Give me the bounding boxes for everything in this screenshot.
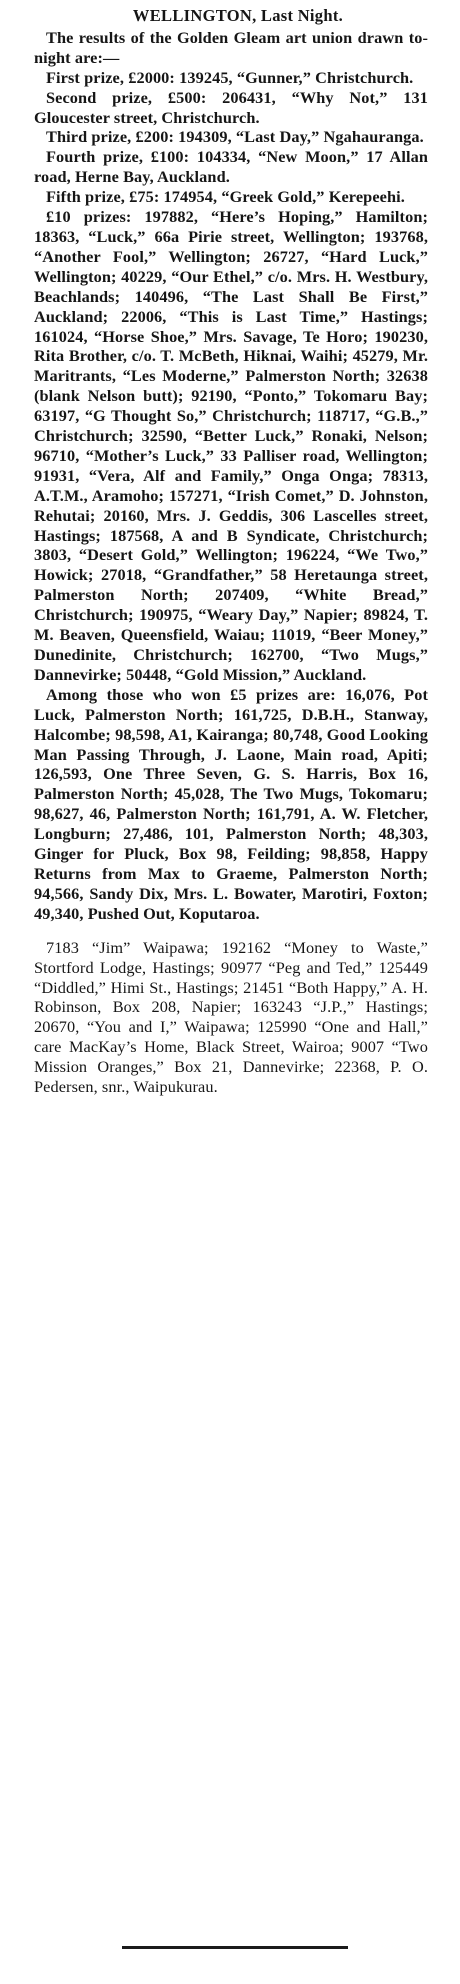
article-paragraph-five-pound-prizes: Among those who won £5 prizes are: 16,076, Pot Luck, Palmerston North; 161,725, D.B.H., Stanway, Halcombe; 98,598, A1, Kairanga; 80,748, Good Looking Man Passing Through, J. Laone, Main road, Apiti; 126,593, One Three Seven, G. S. Harris, Box 16, Palmerston North; 45,028, The Two Mugs, Tokomaru; 98,627, 46, Palmerston North; 161,791, A. W. Fletcher, Longburn; 27,486, 101, Palmerston North; 48,303, Ginger for Pluck, Box 98, Feilding; 98,858, Happy Returns from Max to Graeme, Palmerston North; 94,566, Sandy Dix, Mrs. L. Bowater, Marotiri, Foxton; 49,340, Pushed Out, Koputaroa. — [34, 684, 428, 923]
article-paragraph-second-prize: Second prize, £500: 206431, “Why Not,” 131 Gloucester street, Christchurch. — [34, 87, 428, 127]
article-heading: WELLINGTON, Last Night. — [132, 6, 344, 25]
article-paragraph-third-prize: Third prize, £200: 194309, “Last Day,” Ngahauranga. — [46, 127, 424, 147]
article-column — [34, 6, 428, 1097]
article-paragraph-fourth-prize: Fourth prize, £100: 104334, “New Moon,” 17 Allan road, Herne Bay, Auckland. — [34, 147, 428, 187]
article-paragraph-ten-pound-prizes: £10 prizes: 197882, “Here’s Hoping,” Hamilton; 18363, “Luck,” 66a Pirie street, Wellington; 193768, “Another Fool,” Wellington; 26727, “Hard Luck,” Wellington; 40229, “Our Ethel,” c/o. Mrs. H. Westbury, Beachlands; 140496, “The Last Shall Be First,” Auckland; 22006, “This is Last Time,” Hastings; 161024, “Horse Shoe,” Mrs. Savage, Te Horo; 190230, Rita Brother, c/o. T. McBeth, Hiknai, Waihi; 45279, Mr. Maritrants, “Les Moderne,” Palmerston North; 32638 (blank Nelson butt); 92190, “Ponto,” Tokomaru Bay; 63197, “G Thought So,” Christchurch; 118717, “G.B.,” Christchurch; 32590, “Better Luck,” Ronaki, Nelson; 96710, “Mother’s Luck,” 33 Palliser road, Wellington; 91931, “Vera, Alf and Family,” Onga Onga; 78313, A.T.M., Aramoho; 157271, “Irish Comet,” D. Johnston, Rehutai; 20160, Mrs. J. Geddis, 306 Lascelles street, Hastings; 187568, A and B Syndicate, Christchurch; 3803, “Desert Gold,” Wellington; 196224, “We Two,” Howick; 27018, “Grandfather,” 58 Heretaunga street, Palmerston North; 207409, “White Bread,” Christchurch; 190975, “Weary Day,” Napier; 89824, T. M. Beaven, Queensfield, Waiau; 11019, “Beer Money,” Dunedinite, Christchurch; 162700, “Two Mugs,” Dannevirke; 50448, “Gold Mission,” Auckland. — [34, 207, 428, 684]
article-paragraph-first-prize: First prize, £2000: 139245, “Gunner,” Christchurch. — [46, 67, 414, 87]
article-paragraph-closing: 7183 “Jim” Waipawa; 192162 “Money to Waste,” Stortford Lodge, Hastings; 90977 “Peg and Ted,” 125449 “Diddled,” Himi St., Hastings; 21451 “Both Happy,” A. H. Robinson, Box 208, Napier; 163243 “J.P.,” Hastings; 20670, “You and I,” Waipawa; 125990 “One and Hall,” care MacKay’s Home, Black Street, Wairoa; 9007 “Two Mission Oranges,” Box 21, Dannevirke; 22368, P. O. Pedersen, snr., Waipukurau. — [34, 937, 428, 1097]
end-rule — [122, 1946, 348, 1949]
article-paragraph-fifth-prize: Fifth prize, £75: 174954, “Greek Gold,” Kerepeehi. — [46, 187, 405, 207]
article-paragraph-intro: The results of the Golden Gleam art union drawn to-night are:— — [34, 27, 428, 67]
